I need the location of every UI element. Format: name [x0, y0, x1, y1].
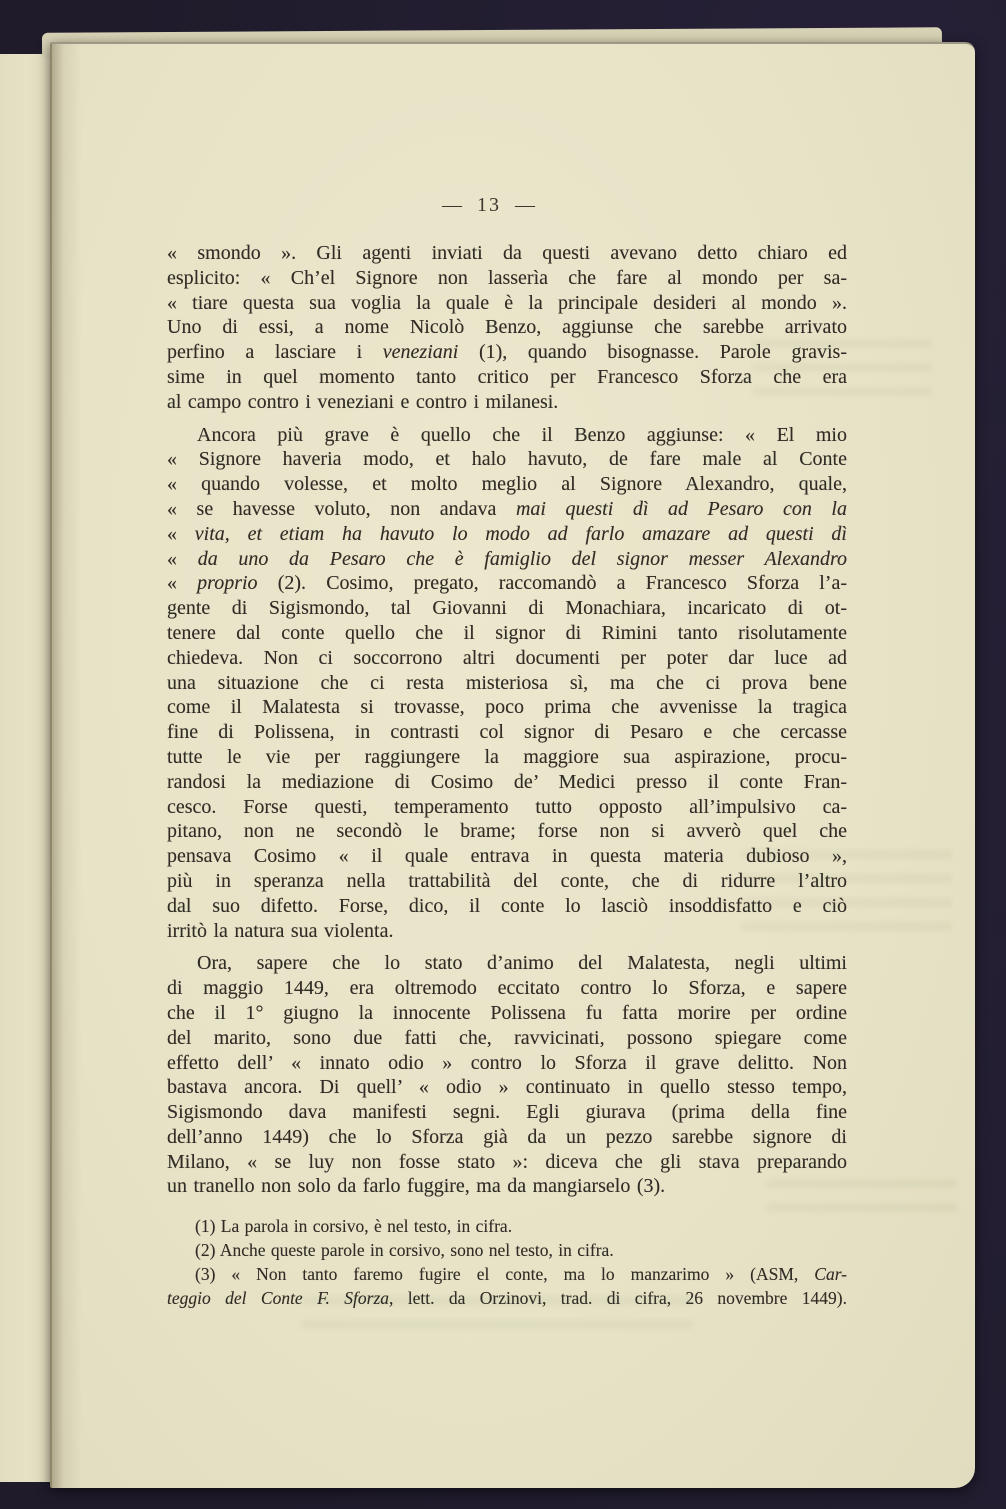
text-line [167, 1125, 847, 1150]
italic-run: proprio [197, 572, 258, 595]
italic-run: da uno da Pesaro che è famiglio del signor messer Alexandro [197, 547, 848, 570]
text-line [167, 1262, 847, 1286]
text-line [167, 571, 847, 596]
text-line [167, 720, 847, 745]
text-line [167, 522, 847, 547]
text-line [167, 340, 847, 365]
italic-run: mai questi dì ad Pesaro con la [515, 497, 847, 520]
text-run: effetto dell’ « innato odio » contro lo Sforza il grave delitto. Non [167, 1051, 847, 1074]
text-run: Ancora più grave è quello che il Benzo aggiunse: « El mio [197, 423, 847, 446]
text-line [167, 671, 847, 696]
text-run: bastava ancora. Di quell’ « odio » continuato in quello stesso tempo, [167, 1076, 847, 1099]
text-run: « tiare questa sua voglia la quale è la principale desideri al mondo ». [167, 291, 847, 314]
footnote-1 [167, 1214, 847, 1238]
text-run: (1) La parola in corsivo, è nel testo, in cifra. [195, 1216, 513, 1236]
text-run: dal suo difetto. Forse, dico, il conte lo lasciò insoddisfatto e ciò [167, 894, 847, 917]
text-run: « quando volesse, et molto meglio al Signore Alexandro, quale, [167, 473, 847, 496]
page-body [167, 241, 847, 1199]
text-run: esplicito: « Ch’el Signore non lasserìa che fare al mondo per sa- [167, 266, 847, 289]
text-line [167, 1286, 847, 1310]
text-line [167, 819, 847, 844]
text-run: « smondo ». Gli agenti inviati da questi avevano detto chiaro ed [167, 242, 847, 264]
text-line [167, 447, 847, 472]
text-line [167, 390, 847, 415]
text-run: « [167, 547, 198, 570]
text-run: di maggio 1449, era oltremodo eccitato contro lo Sforza, e sapere [167, 977, 847, 1000]
text-run: sime in quel momento tanto critico per Francesco Sforza che era [167, 365, 847, 388]
text-line [167, 745, 847, 770]
text-run: (2) Anche queste parole in corsivo, sono nel testo, in cifra. [195, 1240, 614, 1260]
text-run: che il 1° giugno la innocente Polissena fu fatta morire per ordine [167, 1001, 847, 1024]
text-line [167, 1026, 847, 1051]
text-line [167, 423, 847, 448]
footnote-2 [167, 1238, 847, 1262]
text-line [167, 869, 847, 894]
text-run: chiedeva. Non ci soccorrono altri documenti per poter dar luce ad [167, 646, 847, 669]
text-run: una situazione che ci resta misteriosa sì, ma che ci prova bene [167, 671, 847, 694]
gutter-shadow [52, 44, 82, 1488]
text-line [167, 1150, 847, 1175]
text-run: (3) « Non tanto faremo fugire el conte, ma lo manzarimo » (ASM, [195, 1264, 815, 1284]
text-line [167, 919, 847, 944]
text-line [167, 547, 847, 572]
text-line [167, 241, 847, 266]
page-number-value: 13 [477, 194, 501, 216]
text-run: (2). Cosimo, pregato, raccomandò a Francesco Sforza l’a- [257, 572, 848, 595]
text-line [167, 844, 847, 869]
paragraph-1 [167, 241, 847, 415]
text-run: un tranello non solo da farlo fuggire, ma da mangiarselo (3). [167, 1175, 666, 1198]
text-run: gente di Sigismondo, tal Giovanni di Monachiara, incaricato di ot- [167, 597, 847, 620]
text-run: tutte le vie per raggiungere la maggiore sua aspirazione, procu- [167, 745, 847, 768]
text-run: Sigismondo dava manifesti segni. Egli giurava (prima della fine [167, 1101, 847, 1124]
text-run: « [167, 522, 195, 545]
text-line [167, 894, 847, 919]
text-line [167, 315, 847, 340]
text-line [167, 695, 847, 720]
text-run: « se havesse voluto, non andava [167, 497, 516, 520]
text-run: al campo contro i veneziani e contro i milanesi. [167, 390, 559, 413]
facing-page-edge [0, 54, 50, 1482]
text-run: Milano, « se luy non fosse stato »: diceva che gli stava preparando [167, 1150, 847, 1173]
text-run: Ora, sapere che lo stato d’animo del Malatesta, negli ultimi [197, 952, 847, 975]
paragraph-2 [167, 423, 847, 944]
text-run: randosi la mediazione di Cosimo de’ Medici presso il conte Fran- [167, 770, 847, 793]
text-line [167, 795, 847, 820]
footnotes-section [167, 1214, 847, 1310]
text-run: perfino a lasciare i [167, 341, 383, 364]
text-line [167, 621, 847, 646]
text-line [167, 1174, 847, 1199]
italic-run: Car- [814, 1264, 847, 1284]
text-line [167, 291, 847, 316]
text-run: Uno di essi, a nome Nicolò Benzo, aggiunse che sarebbe arrivato [167, 316, 847, 339]
text-line [167, 1214, 847, 1238]
text-line [167, 770, 847, 795]
text-line [167, 646, 847, 671]
text-line [167, 1100, 847, 1125]
text-line [167, 1051, 847, 1076]
text-run: tenere dal conte quello che il signor di Rimini tanto risolutamente [167, 621, 847, 644]
book-page [50, 42, 975, 1488]
text-line [167, 976, 847, 1001]
page-number-dash-left: — [442, 194, 463, 216]
italic-run: vita, et etiam ha havuto lo modo ad farlo amazare ad questi dì [194, 522, 847, 545]
text-run: fine di Polissena, in contrasti col signor di Pesaro e che cercasse [167, 721, 847, 744]
text-line [167, 497, 847, 522]
text-line [167, 951, 847, 976]
paragraph-3 [167, 951, 847, 1199]
page-header [149, 194, 829, 217]
text-line [167, 472, 847, 497]
text-run: del marito, sono due fatti che, ravvicinati, possono spiegare come [167, 1026, 847, 1049]
page-number-dash-right: — [515, 194, 536, 216]
text-run: irritò la natura sua violenta. [167, 919, 394, 942]
text-run: « Signore haveria modo, et halo havuto, de fare male al Conte [167, 448, 847, 471]
text-line [167, 1238, 847, 1262]
text-line [167, 1001, 847, 1026]
italic-run: teggio del Conte F. Sforza [167, 1288, 390, 1308]
text-run: cesco. Forse questi, temperamento tutto opposto all’impulsivo ca- [167, 795, 847, 818]
text-line [167, 266, 847, 291]
text-line [167, 365, 847, 390]
text-run: (1), quando bisognasse. Parole gravis- [458, 341, 847, 364]
footnote-3 [167, 1262, 847, 1310]
text-run: pitano, non ne secondò le brame; forse non si avverò quel che [167, 820, 847, 843]
text-run: come il Malatesta si trovasse, poco prima che avvenisse la tragica [167, 696, 847, 719]
text-line [167, 1075, 847, 1100]
text-run: pensava Cosimo « il quale entrava in questa materia dubioso », [167, 845, 847, 868]
text-run: « [167, 572, 198, 595]
text-run: più in speranza nella trattabilità del conte, che di ridurre l’altro [167, 869, 847, 892]
text-run: dell’anno 1449) che lo Sforza già da un pezzo sarebbe signore di [167, 1125, 847, 1148]
text-line [167, 596, 847, 621]
text-run: , lett. da Orzinovi, trad. di cifra, 26 novembre 1449). [389, 1288, 847, 1308]
italic-run: veneziani [382, 341, 459, 364]
